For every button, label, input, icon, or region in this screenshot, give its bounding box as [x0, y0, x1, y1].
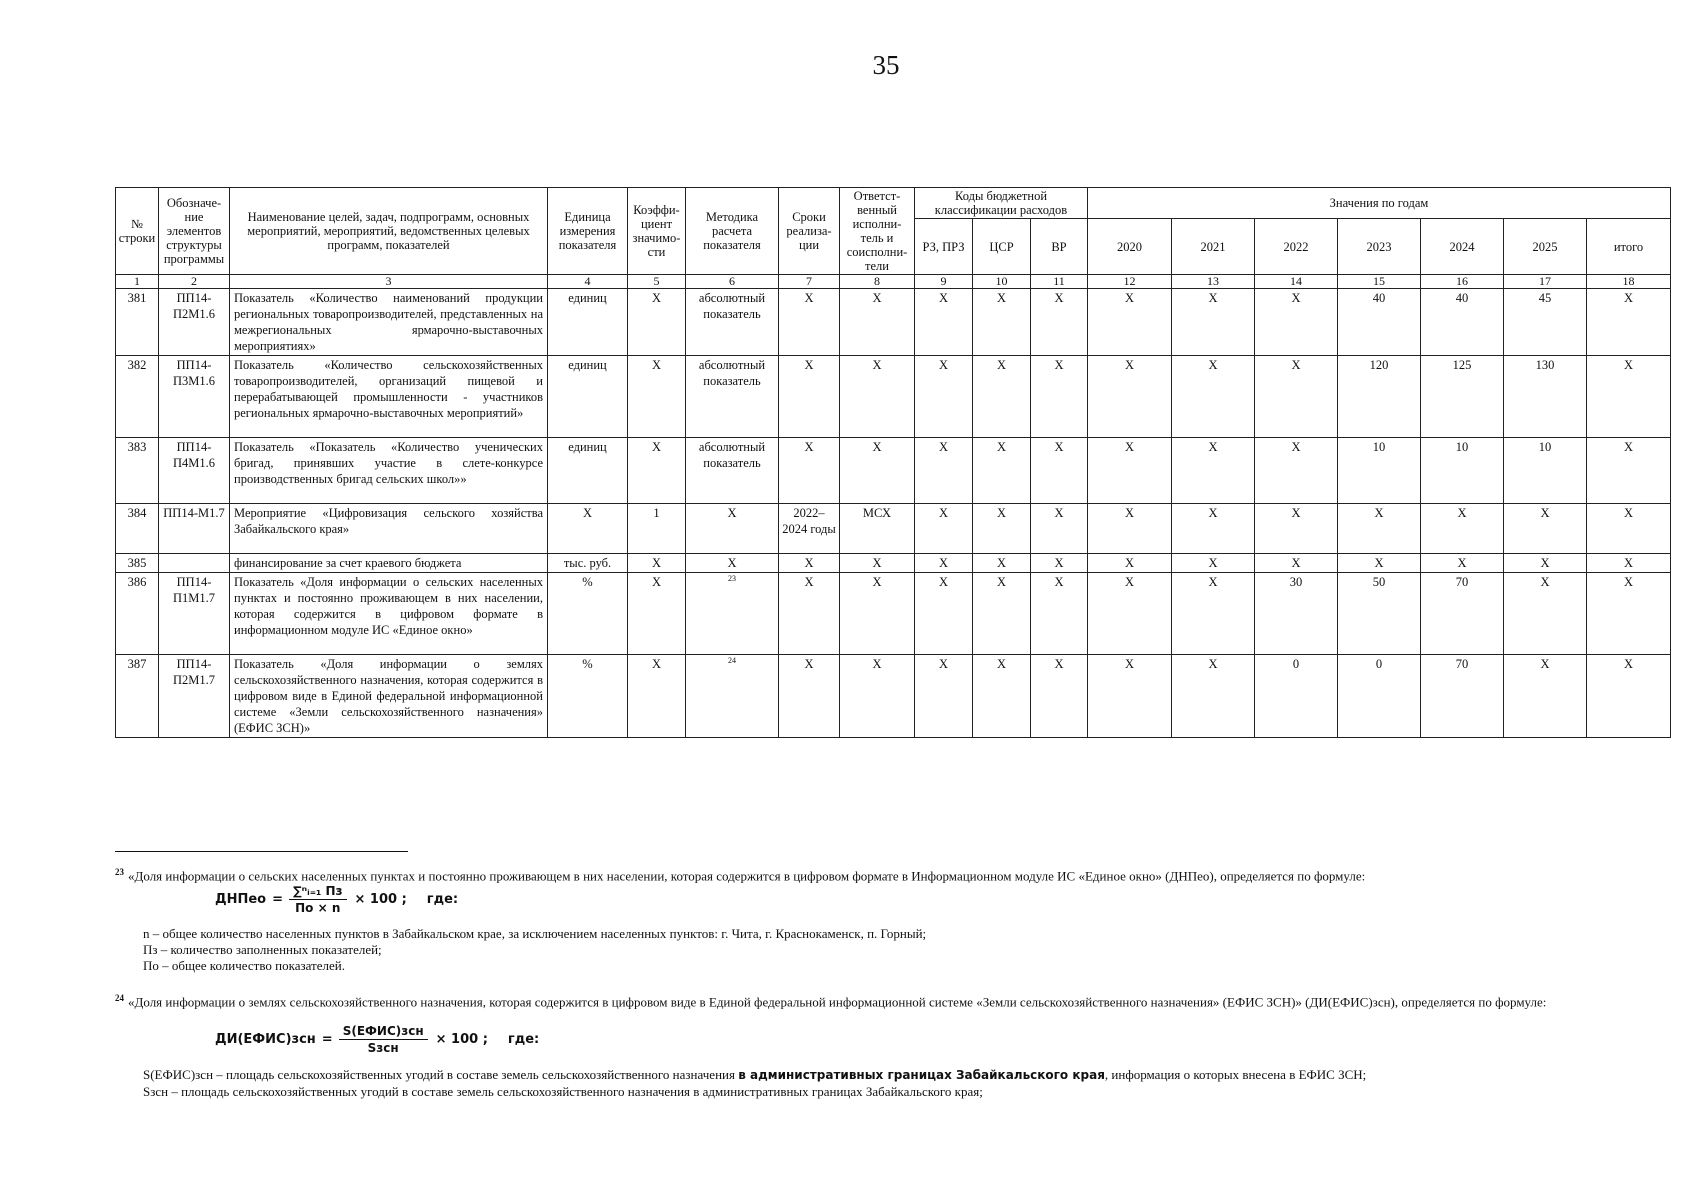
name-cell: Мероприятие «Цифровизация сельского хозяйства Забайкальского края»	[230, 504, 548, 554]
page-number: 35	[872, 50, 900, 80]
formula-numerator: ∑ⁿᵢ₌₁ Пз	[289, 884, 347, 900]
designation-cell	[159, 554, 230, 573]
code-rz-cell: Х	[915, 289, 973, 356]
header-code-rz: РЗ, ПРЗ	[915, 219, 973, 275]
formula-tail: × 100 ;	[435, 1032, 488, 1047]
method-cell: Х	[686, 504, 779, 554]
year-value-cell: Х	[1172, 289, 1255, 356]
year-value-cell: Х	[1504, 504, 1587, 554]
terms-cell: Х	[779, 573, 840, 655]
formula-fraction	[289, 884, 347, 915]
code-csr-cell: Х	[973, 554, 1031, 573]
year-value-cell: 0	[1255, 655, 1338, 738]
formula-lhs: ДНПео	[215, 892, 267, 907]
year-value-cell: 70	[1421, 573, 1504, 655]
unit-cell: единиц	[548, 438, 628, 504]
year-value-cell: Х	[1504, 655, 1587, 738]
year-value-cell: Х	[1172, 504, 1255, 554]
year-value-cell: Х	[1421, 554, 1504, 573]
year-value-cell: Х	[1172, 554, 1255, 573]
header-unit: Единица измерения показателя	[548, 188, 628, 275]
unit-cell: тыс. руб.	[548, 554, 628, 573]
row-number-cell: 387	[116, 655, 159, 738]
footnote-definition: Sзсн – площадь сельскохозяйственных угодий в составе земель сельскохозяйственного назначения в административных границах Забайкальского края;	[143, 1084, 983, 1099]
header-values-by-year: Значения по годам	[1088, 188, 1671, 219]
code-csr-cell: Х	[973, 504, 1031, 554]
footnote-text: «Доля информации о сельских населенных пунктах и постоянно проживающем в них населении, которая содержится в цифровом формате в Информационном модуле ИС «Единое окно» (ДНПео), определяется по формуле:	[128, 868, 1366, 884]
header-code-vr: ВР	[1031, 219, 1088, 275]
column-number-cell: 5	[628, 275, 686, 289]
coef-cell: Х	[628, 655, 686, 738]
footnote-text: «Доля информации о землях сельскохозяйственного назначения, которая содержится в цифровом виде в Единой федеральной информационной системе «Земли сельскохозяйственного назначения» (ЕФИС ЗСН)» (ДИ(ЕФИС)зсн), определяется по формуле:	[128, 994, 1547, 1010]
formula-denominator: Sзсн	[367, 1041, 399, 1055]
code-csr-cell: Х	[973, 438, 1031, 504]
footnote-definition: Пз – количество заполненных показателей;	[143, 942, 382, 957]
year-value-cell: Х	[1088, 573, 1172, 655]
column-number-cell: 2	[159, 275, 230, 289]
header-year: 2021	[1172, 219, 1255, 275]
column-number-cell: 15	[1338, 275, 1421, 289]
year-value-cell: Х	[1172, 356, 1255, 438]
year-value-cell: Х	[1088, 655, 1172, 738]
year-value-cell: Х	[1172, 655, 1255, 738]
unit-cell: %	[548, 573, 628, 655]
code-csr-cell: Х	[973, 573, 1031, 655]
coef-cell: Х	[628, 438, 686, 504]
year-value-cell: 10	[1504, 438, 1587, 504]
name-cell: Показатель «Доля информации о землях сельскохозяйственного назначения, которая содержится в цифровом виде в Единой федеральной информационной системе «Земли сельскохозяйственного назначения» (ЕФИС ЗСН)»	[230, 655, 548, 738]
total-value-cell: Х	[1587, 356, 1671, 438]
year-value-cell: 0	[1338, 655, 1421, 738]
year-value-cell: Х	[1088, 438, 1172, 504]
year-value-cell: Х	[1088, 554, 1172, 573]
code-vr-cell: Х	[1031, 504, 1088, 554]
code-rz-cell: Х	[915, 655, 973, 738]
method-cell: Х	[686, 554, 779, 573]
method-cell: абсолютный показатель	[686, 438, 779, 504]
year-value-cell: Х	[1255, 438, 1338, 504]
header-terms: Сроки реализа-ции	[779, 188, 840, 275]
header-year: 2020	[1088, 219, 1172, 275]
header-year: 2023	[1338, 219, 1421, 275]
year-value-cell: Х	[1504, 554, 1587, 573]
footnote-reference[interactable]: 24	[728, 655, 736, 665]
formula-where: где:	[507, 1032, 540, 1047]
definition-part: S(ЕФИС)зсн – площадь сельскохозяйственных угодий в составе земель сельскохозяйственного назначения	[143, 1067, 735, 1082]
formula-where: где:	[426, 892, 459, 907]
total-value-cell: Х	[1587, 289, 1671, 356]
column-number-cell: 7	[779, 275, 840, 289]
responsible-cell: Х	[840, 554, 915, 573]
coef-cell: Х	[628, 289, 686, 356]
code-rz-cell: Х	[915, 356, 973, 438]
coef-cell: 1	[628, 504, 686, 554]
column-number-cell: 10	[973, 275, 1031, 289]
column-number-cell: 13	[1172, 275, 1255, 289]
year-value-cell: 130	[1504, 356, 1587, 438]
code-vr-cell: Х	[1031, 289, 1088, 356]
total-value-cell: Х	[1587, 438, 1671, 504]
code-vr-cell: Х	[1031, 655, 1088, 738]
header-designation: Обозначе-ние элементов структуры программы	[159, 188, 230, 275]
year-value-cell: 10	[1421, 438, 1504, 504]
terms-cell: Х	[779, 554, 840, 573]
row-number-cell: 383	[116, 438, 159, 504]
unit-cell: Х	[548, 504, 628, 554]
footnote-reference[interactable]: 23	[728, 573, 736, 583]
year-value-cell: 50	[1338, 573, 1421, 655]
designation-cell: ПП14-П3М1.6	[159, 356, 230, 438]
header-coef: Коэффи-циент значимо-сти	[628, 188, 686, 275]
year-value-cell: 70	[1421, 655, 1504, 738]
year-value-cell: 30	[1255, 573, 1338, 655]
code-rz-cell: Х	[915, 504, 973, 554]
year-value-cell: Х	[1255, 504, 1338, 554]
year-value-cell: 45	[1504, 289, 1587, 356]
table-row	[116, 356, 1671, 438]
table-header	[116, 188, 1671, 275]
year-value-cell: Х	[1088, 504, 1172, 554]
footnote-24	[115, 990, 1667, 1010]
code-rz-cell: Х	[915, 554, 973, 573]
indicators-table	[115, 187, 1671, 738]
method-cell: абсолютный показатель	[686, 289, 779, 356]
terms-cell: Х	[779, 438, 840, 504]
table-row	[116, 655, 1671, 738]
total-value-cell: Х	[1587, 655, 1671, 738]
unit-cell: %	[548, 655, 628, 738]
column-number-cell: 16	[1421, 275, 1504, 289]
formula-equals: =	[272, 892, 283, 907]
column-numbers-row	[116, 275, 1671, 289]
column-number-cell: 4	[548, 275, 628, 289]
formula-dnpeo	[215, 884, 458, 915]
designation-cell: ПП14-П4М1.6	[159, 438, 230, 504]
method-cell	[686, 655, 779, 738]
year-value-cell: Х	[1338, 504, 1421, 554]
footnote-mark: 24	[115, 993, 124, 1003]
row-number-cell: 384	[116, 504, 159, 554]
formula-numerator: S(ЕФИС)зсн	[339, 1024, 428, 1040]
responsible-cell: Х	[840, 655, 915, 738]
header-year: 2022	[1255, 219, 1338, 275]
row-number-cell: 381	[116, 289, 159, 356]
definition-emphasis: в административных границах Забайкальского края	[738, 1068, 1105, 1082]
designation-cell: ПП14-П1М1.7	[159, 573, 230, 655]
code-rz-cell: Х	[915, 573, 973, 655]
table-row	[116, 504, 1671, 554]
footnote-mark: 23	[115, 867, 124, 877]
terms-cell: Х	[779, 655, 840, 738]
footnote-definition	[143, 1067, 1366, 1083]
header-year-total: итого	[1587, 219, 1671, 275]
column-number-cell: 12	[1088, 275, 1172, 289]
unit-cell: единиц	[548, 289, 628, 356]
footnote-separator	[115, 851, 408, 852]
responsible-cell: Х	[840, 438, 915, 504]
formula-di-efis	[215, 1024, 539, 1055]
table-row	[116, 438, 1671, 504]
unit-cell: единиц	[548, 356, 628, 438]
table-body	[116, 275, 1671, 738]
formula-tail: × 100 ;	[354, 892, 407, 907]
responsible-cell: Х	[840, 289, 915, 356]
code-csr-cell: Х	[973, 289, 1031, 356]
footnote-definition: По – общее количество показателей.	[143, 958, 345, 973]
year-value-cell: 40	[1421, 289, 1504, 356]
header-year: 2025	[1504, 219, 1587, 275]
name-cell: финансирование за счет краевого бюджета	[230, 554, 548, 573]
column-number-cell: 18	[1587, 275, 1671, 289]
name-cell: Показатель «Показатель «Количество ученических бригад, принявших участие в слете-конкурсе производственных бригад сельских школ»»	[230, 438, 548, 504]
footnote-23	[115, 864, 1667, 884]
method-cell	[686, 573, 779, 655]
name-cell: Показатель «Доля информации о сельских населенных пунктах и постоянно проживающем в них населении, которая содержится в цифровом формате в информационном модуле ИС «Единое окно»	[230, 573, 548, 655]
formula-lhs: ДИ(ЕФИС)зсн	[215, 1032, 316, 1047]
row-number-cell: 386	[116, 573, 159, 655]
header-year: 2024	[1421, 219, 1504, 275]
year-value-cell: 40	[1338, 289, 1421, 356]
definition-part: , информация о которых внесена в ЕФИС ЗСН;	[1104, 1067, 1367, 1082]
column-number-cell: 17	[1504, 275, 1587, 289]
coef-cell: Х	[628, 573, 686, 655]
formula-fraction	[339, 1024, 428, 1055]
coef-cell: Х	[628, 356, 686, 438]
terms-cell: Х	[779, 356, 840, 438]
terms-cell: Х	[779, 289, 840, 356]
total-value-cell: Х	[1587, 554, 1671, 573]
column-number-cell: 1	[116, 275, 159, 289]
code-vr-cell: Х	[1031, 438, 1088, 504]
name-cell: Показатель «Количество сельскохозяйственных товаропроизводителей, организаций пищевой и перерабатывающей промышленности - участников региональных ярмарочно-выставочных мероприятий»	[230, 356, 548, 438]
code-csr-cell: Х	[973, 356, 1031, 438]
formula-denominator: По × n	[295, 901, 341, 915]
footnote-definition: n – общее количество населенных пунктов в Забайкальском крае, за исключением населенных пунктов: г. Чита, г. Краснокаменск, п. Горный;	[143, 926, 927, 941]
year-value-cell: Х	[1255, 356, 1338, 438]
column-number-cell: 11	[1031, 275, 1088, 289]
responsible-cell: МСХ	[840, 504, 915, 554]
year-value-cell: Х	[1255, 554, 1338, 573]
code-vr-cell: Х	[1031, 573, 1088, 655]
header-row-no: № строки	[116, 188, 159, 275]
designation-cell: ПП14-П2М1.6	[159, 289, 230, 356]
header-budget-codes: Коды бюджетной классификации расходов	[915, 188, 1088, 219]
total-value-cell: Х	[1587, 573, 1671, 655]
header-name: Наименование целей, задач, подпрограмм, основных мероприятий, мероприятий, ведомственных целевых программ, показателей	[230, 188, 548, 275]
year-value-cell: 10	[1338, 438, 1421, 504]
year-value-cell: Х	[1255, 289, 1338, 356]
designation-cell: ПП14-П2М1.7	[159, 655, 230, 738]
row-number-cell: 385	[116, 554, 159, 573]
year-value-cell: Х	[1172, 573, 1255, 655]
year-value-cell: Х	[1504, 573, 1587, 655]
header-method: Методика расчета показателя	[686, 188, 779, 275]
code-vr-cell: Х	[1031, 554, 1088, 573]
name-cell: Показатель «Количество наименований продукции региональных товаропроизводителей, представленных на межрегиональных ярмарочно-выставочных мероприятиях»	[230, 289, 548, 356]
table-row	[116, 554, 1671, 573]
method-cell: абсолютный показатель	[686, 356, 779, 438]
year-value-cell: Х	[1338, 554, 1421, 573]
year-value-cell: Х	[1421, 504, 1504, 554]
terms-cell: 2022–2024 годы	[779, 504, 840, 554]
table-row	[116, 573, 1671, 655]
responsible-cell: Х	[840, 356, 915, 438]
column-number-cell: 14	[1255, 275, 1338, 289]
column-number-cell: 6	[686, 275, 779, 289]
year-value-cell: 125	[1421, 356, 1504, 438]
table-row	[116, 289, 1671, 356]
year-value-cell: 120	[1338, 356, 1421, 438]
year-value-cell: Х	[1172, 438, 1255, 504]
code-vr-cell: Х	[1031, 356, 1088, 438]
code-csr-cell: Х	[973, 655, 1031, 738]
year-value-cell: Х	[1088, 289, 1172, 356]
header-code-csr: ЦСР	[973, 219, 1031, 275]
year-value-cell: Х	[1088, 356, 1172, 438]
total-value-cell: Х	[1587, 504, 1671, 554]
designation-cell: ПП14-М1.7	[159, 504, 230, 554]
indicators-table-wrapper	[115, 187, 1671, 738]
column-number-cell: 9	[915, 275, 973, 289]
code-rz-cell: Х	[915, 438, 973, 504]
formula-equals: =	[321, 1032, 333, 1047]
column-number-cell: 8	[840, 275, 915, 289]
responsible-cell: Х	[840, 573, 915, 655]
coef-cell: Х	[628, 554, 686, 573]
header-responsible: Ответст-венный исполни-тель и соисполни-тели	[840, 188, 915, 275]
column-number-cell: 3	[230, 275, 548, 289]
row-number-cell: 382	[116, 356, 159, 438]
